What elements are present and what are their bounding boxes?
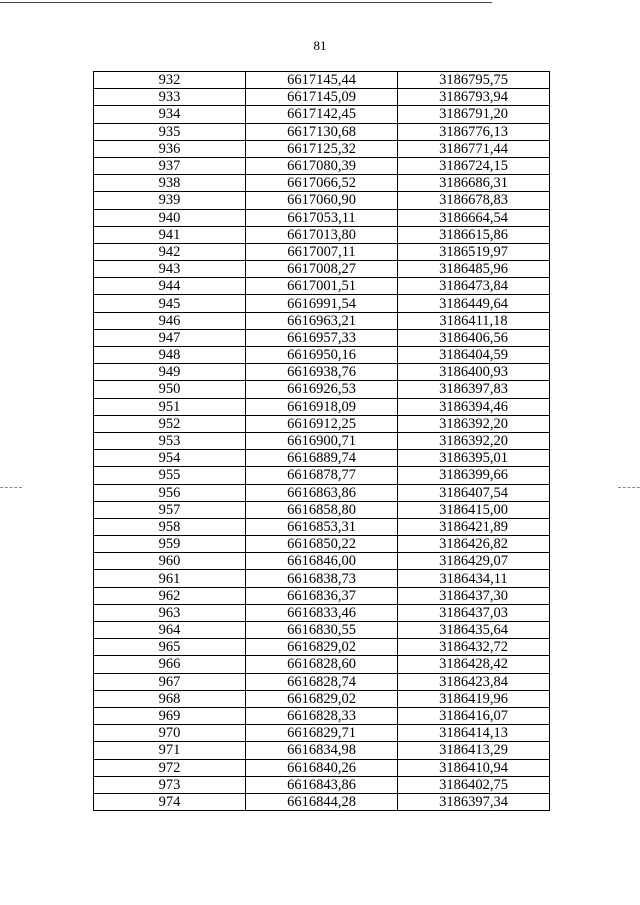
table-row xyxy=(94,553,550,570)
y-coordinate-cell: 3186429,07 xyxy=(398,553,550,570)
table-row xyxy=(94,140,550,157)
point-number-cell: 953 xyxy=(94,432,246,449)
x-coordinate-cell: 6616846,00 xyxy=(246,553,398,570)
table-row xyxy=(94,467,550,484)
y-coordinate-cell: 3186411,18 xyxy=(398,312,550,329)
left-margin-mark xyxy=(0,487,22,488)
table-row xyxy=(94,226,550,243)
y-coordinate-cell: 3186392,20 xyxy=(398,415,550,432)
x-coordinate-cell: 6617080,39 xyxy=(246,157,398,174)
table-row xyxy=(94,415,550,432)
table-row xyxy=(94,656,550,673)
y-coordinate-cell: 3186421,89 xyxy=(398,518,550,535)
x-coordinate-cell: 6616844,28 xyxy=(246,793,398,810)
table-row xyxy=(94,398,550,415)
table-row xyxy=(94,622,550,639)
x-coordinate-cell: 6616938,76 xyxy=(246,364,398,381)
point-number-cell: 949 xyxy=(94,364,246,381)
y-coordinate-cell: 3186434,11 xyxy=(398,570,550,587)
y-coordinate-cell: 3186485,96 xyxy=(398,261,550,278)
x-coordinate-cell: 6617001,51 xyxy=(246,278,398,295)
point-number-cell: 951 xyxy=(94,398,246,415)
table-row xyxy=(94,278,550,295)
table-row xyxy=(94,742,550,759)
y-coordinate-cell: 3186771,44 xyxy=(398,140,550,157)
point-number-cell: 964 xyxy=(94,622,246,639)
point-number-cell: 940 xyxy=(94,209,246,226)
point-number-cell: 973 xyxy=(94,776,246,793)
x-coordinate-cell: 6617053,11 xyxy=(246,209,398,226)
point-number-cell: 969 xyxy=(94,707,246,724)
y-coordinate-cell: 3186473,84 xyxy=(398,278,550,295)
y-coordinate-cell: 3186776,13 xyxy=(398,123,550,140)
y-coordinate-cell: 3186724,15 xyxy=(398,157,550,174)
table-row xyxy=(94,364,550,381)
table-row xyxy=(94,209,550,226)
y-coordinate-cell: 3186793,94 xyxy=(398,89,550,106)
x-coordinate-cell: 6616843,86 xyxy=(246,776,398,793)
table-row xyxy=(94,329,550,346)
y-coordinate-cell: 3186426,82 xyxy=(398,536,550,553)
point-number-cell: 933 xyxy=(94,89,246,106)
x-coordinate-cell: 6617013,80 xyxy=(246,226,398,243)
x-coordinate-cell: 6616853,31 xyxy=(246,518,398,535)
coordinates-table-container xyxy=(93,71,549,811)
table-row xyxy=(94,450,550,467)
table-row xyxy=(94,536,550,553)
point-number-cell: 972 xyxy=(94,759,246,776)
table-row xyxy=(94,243,550,260)
point-number-cell: 955 xyxy=(94,467,246,484)
y-coordinate-cell: 3186795,75 xyxy=(398,72,550,89)
table-row xyxy=(94,175,550,192)
table-row xyxy=(94,72,550,89)
table-row xyxy=(94,261,550,278)
point-number-cell: 959 xyxy=(94,536,246,553)
y-coordinate-cell: 3186437,03 xyxy=(398,604,550,621)
y-coordinate-cell: 3186415,00 xyxy=(398,501,550,518)
y-coordinate-cell: 3186392,20 xyxy=(398,432,550,449)
coordinates-table xyxy=(93,71,550,811)
point-number-cell: 946 xyxy=(94,312,246,329)
point-number-cell: 966 xyxy=(94,656,246,673)
point-number-cell: 967 xyxy=(94,673,246,690)
point-number-cell: 956 xyxy=(94,484,246,501)
y-coordinate-cell: 3186406,56 xyxy=(398,329,550,346)
y-coordinate-cell: 3186399,66 xyxy=(398,467,550,484)
x-coordinate-cell: 6616889,74 xyxy=(246,450,398,467)
y-coordinate-cell: 3186397,34 xyxy=(398,793,550,810)
table-row xyxy=(94,501,550,518)
table-row xyxy=(94,707,550,724)
point-number-cell: 941 xyxy=(94,226,246,243)
x-coordinate-cell: 6617008,27 xyxy=(246,261,398,278)
point-number-cell: 965 xyxy=(94,639,246,656)
x-coordinate-cell: 6616957,33 xyxy=(246,329,398,346)
table-row xyxy=(94,157,550,174)
table-row xyxy=(94,484,550,501)
table-row xyxy=(94,312,550,329)
x-coordinate-cell: 6616963,21 xyxy=(246,312,398,329)
y-coordinate-cell: 3186432,72 xyxy=(398,639,550,656)
x-coordinate-cell: 6616829,02 xyxy=(246,690,398,707)
y-coordinate-cell: 3186413,29 xyxy=(398,742,550,759)
point-number-cell: 937 xyxy=(94,157,246,174)
point-number-cell: 960 xyxy=(94,553,246,570)
table-row xyxy=(94,123,550,140)
table-row xyxy=(94,759,550,776)
x-coordinate-cell: 6616878,77 xyxy=(246,467,398,484)
y-coordinate-cell: 3186410,94 xyxy=(398,759,550,776)
point-number-cell: 947 xyxy=(94,329,246,346)
x-coordinate-cell: 6616838,73 xyxy=(246,570,398,587)
table-row xyxy=(94,432,550,449)
point-number-cell: 974 xyxy=(94,793,246,810)
y-coordinate-cell: 3186394,46 xyxy=(398,398,550,415)
x-coordinate-cell: 6616991,54 xyxy=(246,295,398,312)
y-coordinate-cell: 3186397,83 xyxy=(398,381,550,398)
y-coordinate-cell: 3186678,83 xyxy=(398,192,550,209)
table-row xyxy=(94,776,550,793)
x-coordinate-cell: 6616950,16 xyxy=(246,347,398,364)
x-coordinate-cell: 6616840,26 xyxy=(246,759,398,776)
x-coordinate-cell: 6616850,22 xyxy=(246,536,398,553)
x-coordinate-cell: 6617066,52 xyxy=(246,175,398,192)
x-coordinate-cell: 6616834,98 xyxy=(246,742,398,759)
x-coordinate-cell: 6616828,60 xyxy=(246,656,398,673)
table-row xyxy=(94,690,550,707)
table-row xyxy=(94,89,550,106)
y-coordinate-cell: 3186435,64 xyxy=(398,622,550,639)
table-row xyxy=(94,725,550,742)
x-coordinate-cell: 6616863,86 xyxy=(246,484,398,501)
point-number-cell: 944 xyxy=(94,278,246,295)
page-number: 81 xyxy=(313,38,327,53)
table-row xyxy=(94,639,550,656)
point-number-cell: 939 xyxy=(94,192,246,209)
point-number-cell: 957 xyxy=(94,501,246,518)
table-row xyxy=(94,793,550,810)
point-number-cell: 958 xyxy=(94,518,246,535)
point-number-cell: 971 xyxy=(94,742,246,759)
point-number-cell: 942 xyxy=(94,243,246,260)
right-margin-mark xyxy=(618,487,640,488)
point-number-cell: 935 xyxy=(94,123,246,140)
x-coordinate-cell: 6616828,33 xyxy=(246,707,398,724)
table-row xyxy=(94,518,550,535)
point-number-cell: 932 xyxy=(94,72,246,89)
point-number-cell: 970 xyxy=(94,725,246,742)
table-row xyxy=(94,381,550,398)
top-divider-line xyxy=(0,2,492,3)
point-number-cell: 948 xyxy=(94,347,246,364)
table-row xyxy=(94,295,550,312)
x-coordinate-cell: 6616830,55 xyxy=(246,622,398,639)
y-coordinate-cell: 3186686,31 xyxy=(398,175,550,192)
y-coordinate-cell: 3186400,93 xyxy=(398,364,550,381)
point-number-cell: 936 xyxy=(94,140,246,157)
x-coordinate-cell: 6616900,71 xyxy=(246,432,398,449)
point-number-cell: 945 xyxy=(94,295,246,312)
x-coordinate-cell: 6617007,11 xyxy=(246,243,398,260)
x-coordinate-cell: 6617060,90 xyxy=(246,192,398,209)
point-number-cell: 952 xyxy=(94,415,246,432)
y-coordinate-cell: 3186404,59 xyxy=(398,347,550,364)
x-coordinate-cell: 6617142,45 xyxy=(246,106,398,123)
x-coordinate-cell: 6616912,25 xyxy=(246,415,398,432)
table-row xyxy=(94,192,550,209)
y-coordinate-cell: 3186615,86 xyxy=(398,226,550,243)
y-coordinate-cell: 3186416,07 xyxy=(398,707,550,724)
point-number-cell: 943 xyxy=(94,261,246,278)
y-coordinate-cell: 3186395,01 xyxy=(398,450,550,467)
y-coordinate-cell: 3186449,64 xyxy=(398,295,550,312)
coordinates-table-body xyxy=(94,72,550,811)
point-number-cell: 938 xyxy=(94,175,246,192)
x-coordinate-cell: 6616918,09 xyxy=(246,398,398,415)
x-coordinate-cell: 6616829,02 xyxy=(246,639,398,656)
point-number-cell: 954 xyxy=(94,450,246,467)
table-row xyxy=(94,347,550,364)
x-coordinate-cell: 6617125,32 xyxy=(246,140,398,157)
table-row xyxy=(94,570,550,587)
point-number-cell: 961 xyxy=(94,570,246,587)
point-number-cell: 962 xyxy=(94,587,246,604)
x-coordinate-cell: 6616828,74 xyxy=(246,673,398,690)
y-coordinate-cell: 3186437,30 xyxy=(398,587,550,604)
y-coordinate-cell: 3186664,54 xyxy=(398,209,550,226)
y-coordinate-cell: 3186402,75 xyxy=(398,776,550,793)
x-coordinate-cell: 6617145,09 xyxy=(246,89,398,106)
point-number-cell: 963 xyxy=(94,604,246,621)
y-coordinate-cell: 3186428,42 xyxy=(398,656,550,673)
table-row xyxy=(94,673,550,690)
x-coordinate-cell: 6616833,46 xyxy=(246,604,398,621)
y-coordinate-cell: 3186419,96 xyxy=(398,690,550,707)
x-coordinate-cell: 6617145,44 xyxy=(246,72,398,89)
x-coordinate-cell: 6616858,80 xyxy=(246,501,398,518)
x-coordinate-cell: 6616829,71 xyxy=(246,725,398,742)
point-number-cell: 950 xyxy=(94,381,246,398)
x-coordinate-cell: 6616926,53 xyxy=(246,381,398,398)
table-row xyxy=(94,587,550,604)
y-coordinate-cell: 3186791,20 xyxy=(398,106,550,123)
y-coordinate-cell: 3186414,13 xyxy=(398,725,550,742)
x-coordinate-cell: 6616836,37 xyxy=(246,587,398,604)
y-coordinate-cell: 3186407,54 xyxy=(398,484,550,501)
y-coordinate-cell: 3186423,84 xyxy=(398,673,550,690)
point-number-cell: 934 xyxy=(94,106,246,123)
point-number-cell: 968 xyxy=(94,690,246,707)
table-row xyxy=(94,106,550,123)
x-coordinate-cell: 6617130,68 xyxy=(246,123,398,140)
table-row xyxy=(94,604,550,621)
y-coordinate-cell: 3186519,97 xyxy=(398,243,550,260)
